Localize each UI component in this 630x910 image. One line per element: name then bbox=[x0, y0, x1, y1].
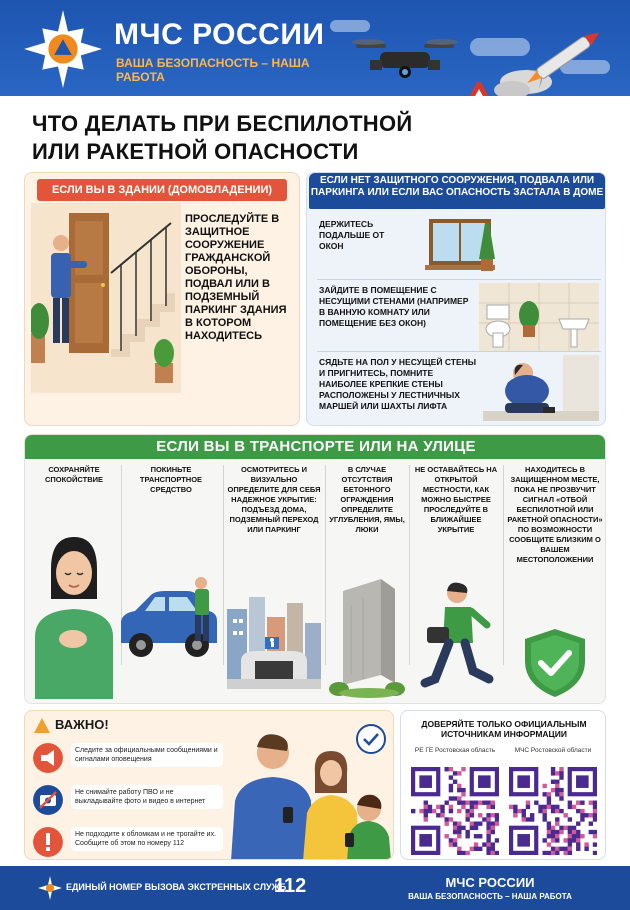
drone-icon bbox=[350, 30, 460, 90]
crouching-person-icon bbox=[483, 355, 599, 421]
transport-step-1 bbox=[31, 465, 117, 701]
megaphone-icon bbox=[33, 743, 63, 773]
qr-code-icon[interactable] bbox=[509, 767, 597, 855]
mchs-star-emblem-icon bbox=[38, 876, 62, 900]
important-section bbox=[24, 710, 394, 860]
transport-step-5 bbox=[413, 465, 499, 701]
column-divider bbox=[325, 465, 326, 665]
divider bbox=[317, 351, 601, 352]
warning-mini-icon bbox=[33, 717, 51, 735]
important-item-text: Следите за официальными сообщениями и сигналами оповещения bbox=[71, 743, 223, 767]
concrete-barrier-icon bbox=[329, 575, 405, 699]
column-divider bbox=[409, 465, 410, 665]
qr-code-icon[interactable] bbox=[411, 767, 499, 855]
stairs-door-illustration-icon bbox=[31, 203, 181, 393]
official-sources-section bbox=[400, 710, 606, 860]
divider bbox=[317, 279, 601, 280]
bathroom-icon bbox=[479, 283, 599, 351]
mchs-star-emblem-icon bbox=[24, 10, 102, 88]
transport-step-text: В СЛУЧАЕ ОТСУТСТВИЯ БЕТОННОГО ОГРАЖДЕНИЯ ОПРЕДЕЛИТЕ УГЛУБЛЕНИЯ, ЯМЫ, ЛЮКИ bbox=[329, 465, 405, 534]
qr-label: РЕ ГЕ Ростовская область bbox=[414, 747, 496, 754]
building-panel bbox=[24, 172, 300, 426]
running-person-icon bbox=[417, 581, 497, 697]
important-item bbox=[33, 825, 223, 860]
tip-sit-by-wall: СЯДЬТЕ НА ПОЛ У НЕСУЩЕЙ СТЕНЫ И ПРИГНИТЕСЬ, ПОМНИТЕ НАИБОЛЕЕ КРЕПКИЕ СТЕНЫ РАСПОЛОЖЕНЫ У ЛЕСТНИЧНЫХ МАРШЕЙ ИЛИ ШАХТЫ ЛИФТА bbox=[319, 357, 477, 411]
car-exit-icon bbox=[117, 575, 225, 675]
transport-section bbox=[24, 434, 606, 704]
important-item bbox=[33, 783, 223, 819]
shelter-building-icon bbox=[227, 589, 321, 689]
transport-step-2 bbox=[123, 465, 219, 701]
footer-brand: МЧС РОССИИ bbox=[445, 875, 535, 890]
warning-triangle-icon bbox=[448, 82, 510, 96]
tip-load-bearing-room: ЗАЙДИТЕ В ПОМЕЩЕНИЕ С НЕСУЩИМИ СТЕНАМИ (НАПРИМЕР В ВАННУЮ КОМНАТУ ИЛИ ПОМЕЩЕНИЕ БЕЗ ОКОН) bbox=[319, 285, 469, 328]
important-item bbox=[33, 741, 223, 777]
tip-windows: ДЕРЖИТЕСЬ ПОДАЛЬШЕ ОТ ОКОН bbox=[319, 219, 385, 251]
emergency-number-label: ЕДИНЫЙ НОМЕР ВЫЗОВА ЭКСТРЕННЫХ СЛУЖБ bbox=[66, 882, 287, 892]
emergency-number[interactable]: 112 bbox=[274, 875, 307, 897]
column-divider bbox=[223, 465, 224, 665]
transport-step-3 bbox=[227, 465, 321, 701]
no-camera-icon bbox=[33, 785, 63, 815]
no-shelter-panel bbox=[306, 172, 606, 426]
green-shield-check-icon bbox=[521, 627, 589, 699]
family-with-phones-illustration-icon bbox=[221, 717, 394, 860]
exclamation-icon bbox=[33, 827, 63, 857]
brand-title: МЧС РОССИИ bbox=[114, 18, 325, 51]
transport-step-text: ОСМОТРИТЕСЬ И ВИЗУАЛЬНО ОПРЕДЕЛИТЕ ДЛЯ СЕБЯ НАДЕЖНОЕ УКРЫТИЕ: ПОДЪЕЗД ДОМА, ПОДЗЕМНЫЙ ПЕРЕХОД ИЛИ ПАРКИНГ bbox=[227, 465, 321, 534]
transport-step-6 bbox=[507, 465, 603, 701]
building-tag: ЕСЛИ ВЫ В ЗДАНИИ (ДОМОВЛАДЕНИИ) bbox=[37, 179, 287, 201]
qr-label: МЧС Ростовской области bbox=[514, 747, 592, 754]
building-instruction: ПРОСЛЕДУЙТЕ В ЗАЩИТНОЕ СООРУЖЕНИЕ ГРАЖДАНСКОЙ ОБОРОНЫ, ПОДВАЛ ИЛИ В ПОДЗЕМНЫЙ ПАРКИНГ ЗДАНИЯ В КОТОРОМ НАХОДИТЕСЬ bbox=[185, 213, 287, 342]
column-divider bbox=[503, 465, 504, 665]
important-item-text: Не подходите к обломкам и не трогайте их. Сообщите об этом по номеру 112 bbox=[71, 827, 223, 851]
important-title: ВАЖНО! bbox=[55, 717, 109, 732]
no-shelter-tag: ЕСЛИ НЕТ ЗАЩИТНОГО СООРУЖЕНИЯ, ПОДВАЛА ИЛИ ПАРКИНГА ИЛИ ЕСЛИ ВАС ОПАСНОСТЬ ЗАСТАЛА В ДОМЕ bbox=[309, 173, 605, 209]
important-item-text: Не снимайте работу ПВО и не выкладывайте фото и видео в интернет bbox=[71, 785, 223, 809]
transport-title: ЕСЛИ ВЫ В ТРАНСПОРТЕ ИЛИ НА УЛИЦЕ bbox=[25, 435, 606, 459]
footer-slogan: ВАША БЕЗОПАСНОСТЬ – НАША РАБОТА bbox=[408, 892, 572, 901]
transport-step-4 bbox=[329, 465, 405, 701]
header-banner bbox=[0, 0, 630, 96]
transport-step-text: НЕ ОСТАВАЙТЕСЬ НА ОТКРЫТОЙ МЕСТНОСТИ, КАК МОЖНО БЫСТРЕЕ ПРОСЛЕДУЙТЕ В БЛИЖАЙШЕЕ УКРЫТИЕ bbox=[414, 465, 498, 534]
transport-step-text: НАХОДИТЕСЬ В ЗАЩИЩЕННОМ МЕСТЕ, ПОКА НЕ ПРОЗВУЧИТ СИГНАЛ «ОТБОЙ БЕСПИЛОТНОЙ ИЛИ РАКЕТНОЙ ОПАСНОСТИ» ПО ВОЗМОЖНОСТИ СООБЩИТЕ БЛИЗКИМ О ВАШЕМ МЕСТОПОЛОЖЕНИИ bbox=[507, 465, 603, 564]
transport-step-text: СОХРАНЯЙТЕ СПОКОЙСТВИЕ bbox=[44, 465, 104, 484]
official-sources-title: ДОВЕРЯЙТЕ ТОЛЬКО ОФИЦИАЛЬНЫМ ИСТОЧНИКАМ ИНФОРМАЦИИ bbox=[421, 719, 587, 739]
transport-step-text: ПОКИНЬТЕ ТРАНСПОРТНОЕ СРЕДСТВО bbox=[139, 465, 203, 494]
brand-subtitle: ВАША БЕЗОПАСНОСТЬ – НАША РАБОТА bbox=[116, 56, 310, 84]
plant-icon bbox=[475, 219, 499, 273]
calm-woman-icon bbox=[31, 529, 117, 699]
page-title: ЧТО ДЕЛАТЬ ПРИ БЕСПИЛОТНОЙ ИЛИ РАКЕТНОЙ ОПАСНОСТИ bbox=[32, 111, 413, 164]
footer-bar bbox=[0, 866, 630, 910]
